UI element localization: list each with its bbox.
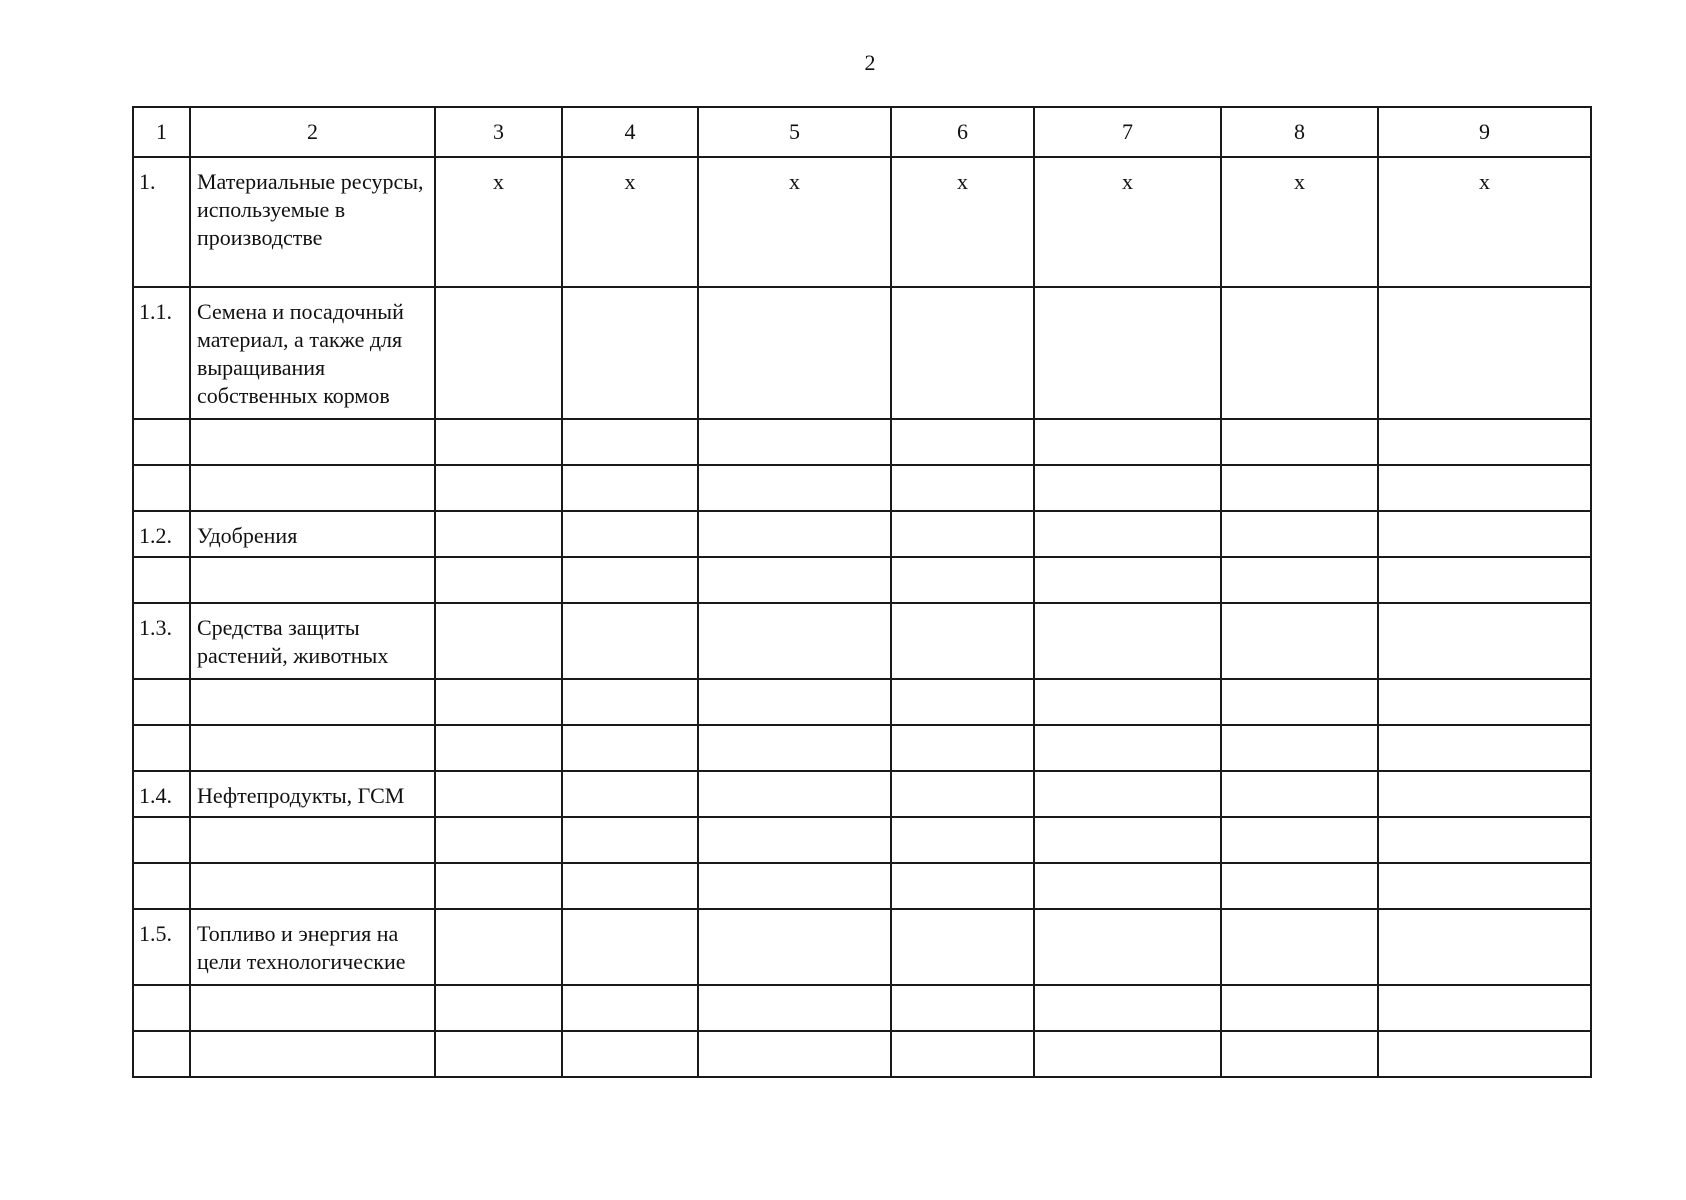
empty-table-row — [133, 679, 1591, 725]
row-number-cell: 1.4. — [133, 771, 190, 817]
row-number-cell — [133, 557, 190, 603]
empty-table-row — [133, 863, 1591, 909]
value-cell — [1221, 557, 1378, 603]
row-number-cell — [133, 679, 190, 725]
column-header: 5 — [698, 107, 891, 157]
value-cell — [891, 287, 1034, 419]
value-cell — [1221, 465, 1378, 511]
value-cell — [435, 817, 562, 863]
value-cell: x — [562, 157, 698, 287]
value-cell — [1034, 817, 1221, 863]
value-cell — [891, 909, 1034, 985]
value-cell — [435, 287, 562, 419]
value-cell — [1221, 771, 1378, 817]
value-cell — [1221, 909, 1378, 985]
value-cell — [1378, 817, 1591, 863]
value-cell — [1034, 725, 1221, 771]
value-cell — [1378, 771, 1591, 817]
value-cell — [891, 725, 1034, 771]
row-number-cell: 1.3. — [133, 603, 190, 679]
row-name-cell — [190, 465, 435, 511]
value-cell — [891, 679, 1034, 725]
table-row — [133, 771, 1591, 817]
value-cell — [435, 603, 562, 679]
value-cell — [1034, 1031, 1221, 1077]
resources-table — [132, 106, 1592, 1078]
row-name-cell — [190, 419, 435, 465]
value-cell — [562, 603, 698, 679]
row-number-cell — [133, 863, 190, 909]
value-cell — [698, 909, 891, 985]
value-cell — [698, 1031, 891, 1077]
value-cell: x — [1378, 157, 1591, 287]
value-cell — [698, 863, 891, 909]
value-cell — [698, 603, 891, 679]
value-cell — [891, 603, 1034, 679]
empty-table-row — [133, 985, 1591, 1031]
value-cell: x — [891, 157, 1034, 287]
value-cell — [1378, 1031, 1591, 1077]
value-cell — [1034, 985, 1221, 1031]
value-cell — [1378, 725, 1591, 771]
value-cell — [891, 419, 1034, 465]
value-cell — [435, 419, 562, 465]
value-cell — [1378, 287, 1591, 419]
value-cell — [1378, 985, 1591, 1031]
row-name-cell — [190, 985, 435, 1031]
value-cell — [891, 985, 1034, 1031]
value-cell — [1378, 511, 1591, 557]
value-cell — [1221, 985, 1378, 1031]
value-cell: x — [1034, 157, 1221, 287]
table-row — [133, 909, 1591, 985]
value-cell — [562, 419, 698, 465]
value-cell — [698, 817, 891, 863]
column-header: 9 — [1378, 107, 1591, 157]
value-cell — [1034, 863, 1221, 909]
row-number-cell — [133, 1031, 190, 1077]
value-cell — [435, 863, 562, 909]
value-cell — [1221, 679, 1378, 725]
value-cell — [435, 511, 562, 557]
row-name-cell — [190, 863, 435, 909]
empty-table-row — [133, 817, 1591, 863]
value-cell — [698, 287, 891, 419]
value-cell — [562, 863, 698, 909]
value-cell — [891, 863, 1034, 909]
row-name-cell — [190, 1031, 435, 1077]
value-cell — [435, 771, 562, 817]
row-number-cell: 1.1. — [133, 287, 190, 419]
column-header: 1 — [133, 107, 190, 157]
value-cell — [891, 511, 1034, 557]
value-cell — [1378, 909, 1591, 985]
value-cell — [1221, 511, 1378, 557]
value-cell — [435, 1031, 562, 1077]
empty-table-row — [133, 725, 1591, 771]
value-cell — [1034, 465, 1221, 511]
row-name-cell: Средства защиты растений, животных — [190, 603, 435, 679]
value-cell — [698, 771, 891, 817]
value-cell — [1221, 725, 1378, 771]
empty-table-row — [133, 419, 1591, 465]
value-cell — [1378, 465, 1591, 511]
value-cell — [562, 1031, 698, 1077]
row-number-cell — [133, 725, 190, 771]
table-row — [133, 287, 1591, 419]
value-cell — [562, 465, 698, 511]
value-cell — [562, 679, 698, 725]
column-header: 2 — [190, 107, 435, 157]
value-cell — [1034, 679, 1221, 725]
value-cell — [562, 287, 698, 419]
value-cell — [1378, 679, 1591, 725]
value-cell: x — [698, 157, 891, 287]
value-cell — [698, 465, 891, 511]
value-cell — [562, 909, 698, 985]
row-name-cell: Материальные ресурсы, используемые в производстве — [190, 157, 435, 287]
value-cell — [1378, 863, 1591, 909]
row-number-cell — [133, 817, 190, 863]
table-row — [133, 157, 1591, 287]
row-name-cell — [190, 817, 435, 863]
value-cell — [698, 985, 891, 1031]
value-cell — [562, 557, 698, 603]
value-cell — [1221, 419, 1378, 465]
value-cell — [562, 725, 698, 771]
value-cell — [1034, 771, 1221, 817]
row-name-cell — [190, 725, 435, 771]
row-number-cell: 1.5. — [133, 909, 190, 985]
row-number-cell — [133, 419, 190, 465]
value-cell — [698, 419, 891, 465]
value-cell — [562, 817, 698, 863]
value-cell — [891, 817, 1034, 863]
value-cell — [1378, 557, 1591, 603]
table-row — [133, 603, 1591, 679]
value-cell — [698, 511, 891, 557]
column-header: 4 — [562, 107, 698, 157]
value-cell — [1378, 419, 1591, 465]
row-name-cell: Топливо и энергия на цели технологические — [190, 909, 435, 985]
value-cell — [435, 725, 562, 771]
value-cell — [1221, 603, 1378, 679]
table-body — [133, 107, 1591, 1077]
value-cell — [435, 465, 562, 511]
column-header: 7 — [1034, 107, 1221, 157]
row-name-cell: Удобрения — [190, 511, 435, 557]
value-cell: x — [1221, 157, 1378, 287]
row-name-cell: Семена и посадочный материал, а также для выращивания собственных кормов — [190, 287, 435, 419]
value-cell — [891, 771, 1034, 817]
page-number: 2 — [864, 50, 876, 75]
column-header: 6 — [891, 107, 1034, 157]
value-cell — [435, 679, 562, 725]
value-cell — [435, 557, 562, 603]
value-cell — [698, 679, 891, 725]
row-number-cell — [133, 985, 190, 1031]
value-cell — [1034, 557, 1221, 603]
value-cell — [1034, 603, 1221, 679]
value-cell — [891, 465, 1034, 511]
value-cell — [891, 557, 1034, 603]
empty-table-row — [133, 557, 1591, 603]
value-cell: x — [435, 157, 562, 287]
table-row — [133, 511, 1591, 557]
value-cell — [1378, 603, 1591, 679]
column-number-row — [133, 107, 1591, 157]
row-name-cell — [190, 679, 435, 725]
value-cell — [562, 771, 698, 817]
value-cell — [435, 985, 562, 1031]
value-cell — [1221, 863, 1378, 909]
value-cell — [1034, 511, 1221, 557]
value-cell — [562, 511, 698, 557]
value-cell — [1034, 419, 1221, 465]
value-cell — [891, 1031, 1034, 1077]
value-cell — [1221, 287, 1378, 419]
row-name-cell: Нефтепродукты, ГСМ — [190, 771, 435, 817]
value-cell — [435, 909, 562, 985]
row-number-cell — [133, 465, 190, 511]
empty-table-row — [133, 1031, 1591, 1077]
row-number-cell: 1. — [133, 157, 190, 287]
value-cell — [698, 557, 891, 603]
value-cell — [562, 985, 698, 1031]
row-name-cell — [190, 557, 435, 603]
column-header: 8 — [1221, 107, 1378, 157]
value-cell — [698, 725, 891, 771]
column-header: 3 — [435, 107, 562, 157]
value-cell — [1221, 817, 1378, 863]
value-cell — [1034, 909, 1221, 985]
row-number-cell: 1.2. — [133, 511, 190, 557]
value-cell — [1034, 287, 1221, 419]
value-cell — [1221, 1031, 1378, 1077]
empty-table-row — [133, 465, 1591, 511]
